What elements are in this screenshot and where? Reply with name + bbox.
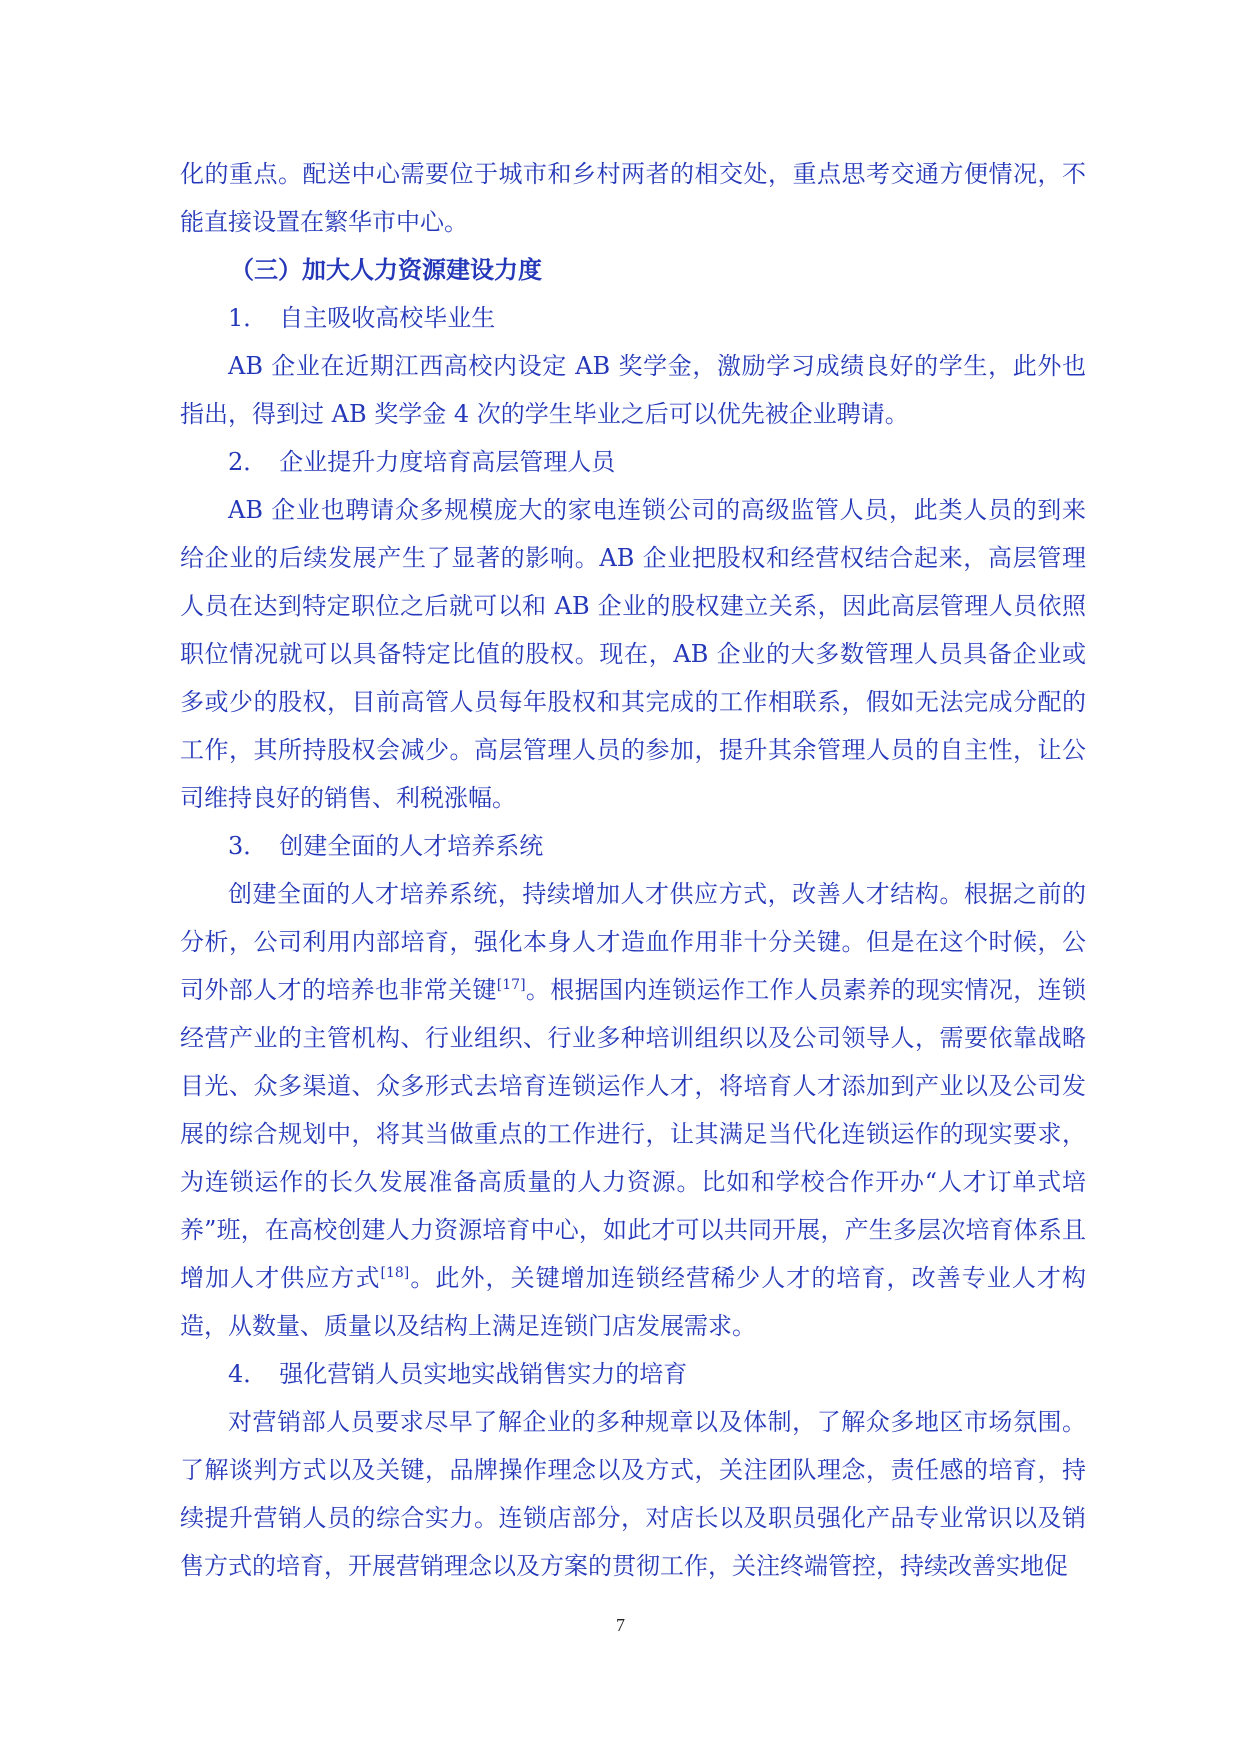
paragraph-continued: 化的重点。配送中心需要位于城市和乡村两者的相交处，重点思考交通方便情况，不能直接设置在繁华市中心。	[180, 160, 1086, 236]
item-heading-1	[180, 294, 1086, 342]
paragraph-text: 。此外，关键增加连锁经营稀少人才的培育，改善专业人才构造，从数量、质量以及结构上满足连锁门店发展需求。	[180, 1264, 1086, 1340]
item-heading-2	[180, 438, 1086, 486]
paragraph: 对营销部人员要求尽早了解企业的多种规章以及体制，了解众多地区市场氛围。了解谈判方式以及关键，品牌操作理念以及方式，关注团队理念，责任感的培育，持续提升营销人员的综合实力。连锁店部分，对店长以及职员强化产品专业常识以及销售方式的培育，开展营销理念以及方案的贯彻工作，关注终端管控，持续改善实地促	[180, 1408, 1086, 1580]
item-number: 4．	[228, 1360, 268, 1388]
citation-17: [17]	[496, 977, 526, 993]
item-title: 强化营销人员实地实战销售实力的培育	[279, 1360, 688, 1388]
paragraph: AB 企业在近期江西高校内设定 AB 奖学金，激励学习成绩良好的学生，此外也指出，得到过 AB 奖学金 4 次的学生毕业之后可以优先被企业聘请。	[180, 352, 1086, 428]
page-number: 7	[616, 1615, 625, 1635]
item-title: 创建全面的人才培养系统	[279, 832, 544, 860]
paragraph: AB 企业也聘请众多规模庞大的家电连锁公司的高级监管人员，此类人员的到来给企业的后续发展产生了显著的影响。AB 企业把股权和经营权结合起来，高层管理人员在达到特定职位之后就可以和 AB 企业的股权建立关系，因此高层管理人员依照职位情况就可以具备特定比值的股权。现在，AB 企业的大多数管理人员具备企业或多或少的股权，目前高管人员每年股权和其完成的工作相联系，假如无法完成分配的工作，其所持股权会减少。高层管理人员的参加，提升其余管理人员的自主性，让公司维持良好的销售、利税涨幅。	[180, 496, 1086, 812]
item-heading-4	[180, 1350, 1086, 1398]
document-body	[180, 150, 1086, 1590]
item-heading-3	[180, 822, 1086, 870]
item-title: 企业提升力度培育高层管理人员	[279, 448, 616, 476]
paragraph-text: 创建全面的人才培养系统，持续增加人才供应方式，改善人才结构。根据之前的分析，公司利用内部培育，强化本身人才造血作用非十分关键。但是在这个时候，公司外部人才的培养也非常关键	[180, 880, 1086, 1004]
paragraph-text: 。根据国内连锁运作工作人员素养的现实情况，连锁经营产业的主管机构、行业组织、行业多种培训组织以及公司领导人，需要依靠战略目光、众多渠道、众多形式去培育连锁运作人才，将培育人才添加到产业以及公司发展的综合规划中，将其当做重点的工作进行，让其满足当代化连锁运作的现实要求，为连锁运作的长久发展准备高质量的人力资源。比如和学校合作开办“人才订单式培养”班，在高校创建人力资源培育中心，如此才可以共同开展，产生多层次培育体系且增加人才供应方式	[180, 976, 1087, 1292]
item-title: 自主吸收高校毕业生	[279, 304, 496, 332]
paragraph-with-citations	[180, 870, 1086, 1350]
item-number: 1．	[228, 304, 268, 332]
citation-18: [18]	[380, 1265, 410, 1281]
item-number: 2．	[228, 448, 268, 476]
section-heading: （三）加大人力资源建设力度	[230, 255, 542, 284]
item-number: 3．	[228, 832, 268, 860]
